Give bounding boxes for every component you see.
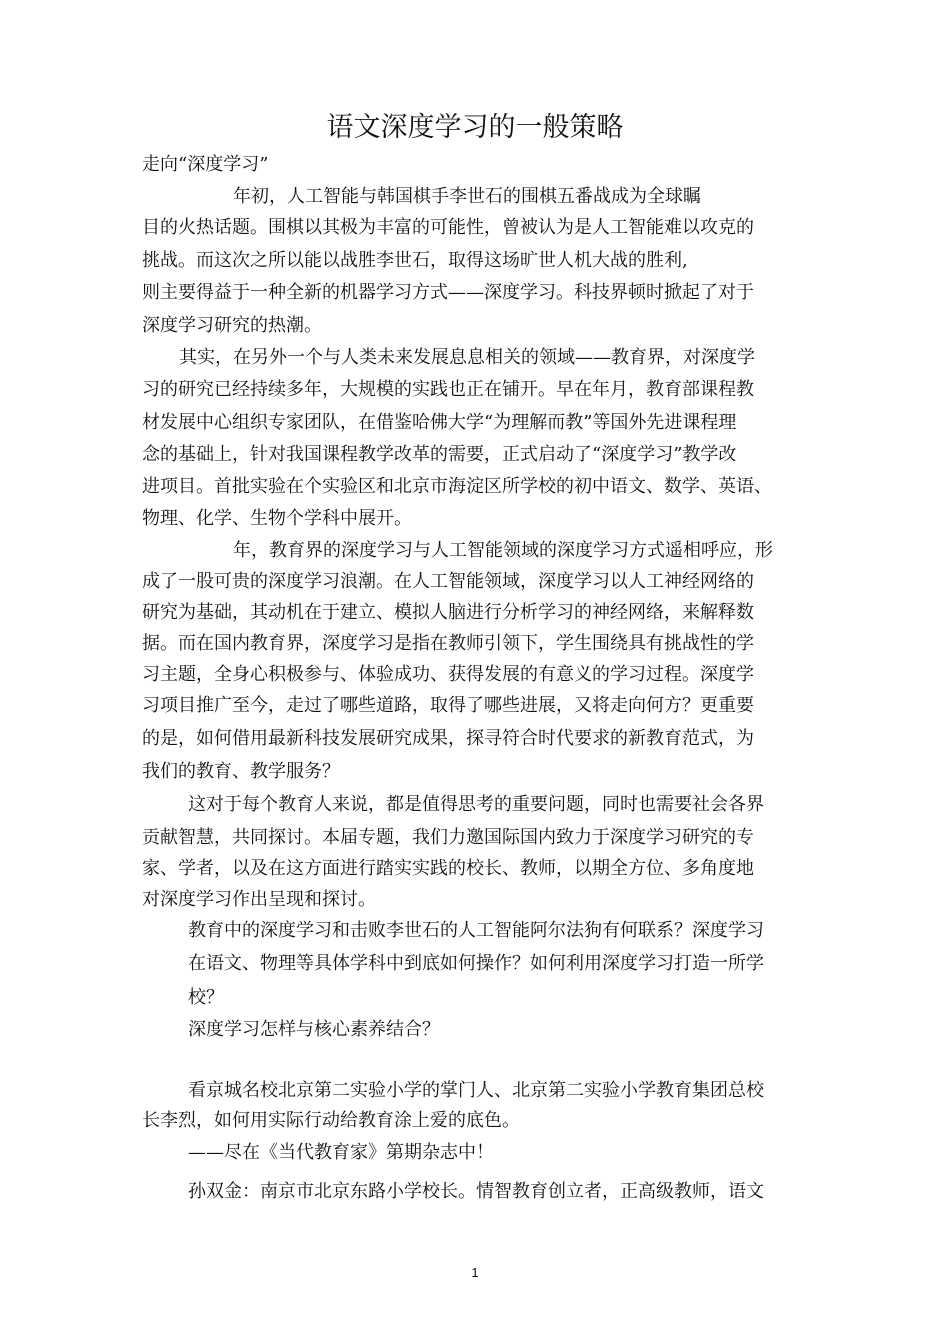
text-line: 物理、化学、生物个学科中展开。: [142, 508, 412, 529]
text-line: 看京城名校北京第二实验小学的掌门人、北京第二实验小学教育集团总校: [188, 1080, 764, 1101]
text-line: 材发展中心组织专家团队，在借鉴哈佛大学“为理解而教”等国外先进课程理: [142, 412, 737, 433]
text-line: 深度学习怎样与核心素养结合？: [188, 1019, 440, 1040]
text-line: 贡献智慧，共同探讨。本届专题，我们力邀国际国内致力于深度学习研究的专: [142, 827, 754, 848]
text-line: 孙双金：南京市北京东路小学校长。情智教育创立者，正高级教师，语文: [188, 1181, 764, 1202]
text-line: 研究为基础，其动机在于建立、模拟人脑进行分析学习的神经网络，来解释数: [142, 602, 754, 623]
text-line: 教育中的深度学习和击败李世石的人工智能阿尔法狗有何联系？深度学习: [188, 920, 764, 941]
text-line: 家、学者，以及在这方面进行踏实实践的校长、教师，以期全方位、多角度地: [142, 858, 754, 879]
text-line: 在语文、物理等具体学科中到底如何操作？如何利用深度学习打造一所学: [188, 953, 764, 974]
text-line: 其实，在另外一个与人类未来发展息息相关的领域——教育界，对深度学: [179, 347, 755, 368]
text-line: 则主要得益于一种全新的机器学习方式——深度学习。科技界顿时掀起了对于: [142, 282, 754, 303]
document-title: 语文深度学习的一般策略: [326, 112, 624, 143]
text-line: 我们的教育、教学服务？: [142, 761, 340, 782]
section-heading: 走向“深度学习”: [142, 154, 269, 175]
text-line: 校？: [188, 987, 224, 1008]
page-number: 1: [471, 1265, 479, 1280]
text-line: 据。而在国内教育界，深度学习是指在教师引领下，学生围绕具有挑战性的学: [142, 633, 754, 654]
text-line: 目的火热话题。围棋以其极为丰富的可能性，曾被认为是人工智能难以攻克的: [142, 217, 754, 238]
text-line: 进项目。首批实验在个实验区和北京市海淀区所学校的初中语文、数学、英语、: [142, 476, 772, 497]
text-line: 年初，人工智能与韩国棋手李世石的围棋五番战成为全球瞩: [233, 186, 701, 207]
text-line: 这对于每个教育人来说，都是值得思考的重要问题，同时也需要社会各界: [188, 794, 764, 815]
text-line: 习项目推广至今，走过了哪些道路，取得了哪些进展，又将走向何方？更重要: [142, 695, 754, 716]
text-line: 挑战。而这次之所以能以战胜李世石，取得这场旷世人机大战的胜利,: [142, 250, 688, 271]
text-line: 习主题，全身心积极参与、体验成功、获得发展的有意义的学习过程。深度学: [142, 664, 754, 685]
text-line: 的是，如何借用最新科技发展研究成果，探寻符合时代要求的新教育范式，为: [142, 728, 754, 749]
text-line: 年，教育界的深度学习与人工智能领域的深度学习方式遥相呼应，形: [233, 540, 773, 561]
text-line: 对深度学习作出呈现和探讨。: [142, 889, 376, 910]
text-line: ——尽在《当代教育家》第期杂志中！: [188, 1142, 494, 1163]
text-line: 习的研究已经持续多年，大规模的实践也正在铺开。早在年月，教育部课程教: [142, 379, 754, 400]
text-line: 深度学习研究的热潮。: [142, 315, 322, 336]
text-line: 成了一股可贵的深度学习浪潮。在人工智能领域，深度学习以人工神经网络的: [142, 571, 754, 592]
text-line: 念的基础上，针对我国课程教学改革的需要，正式启动了“深度学习”教学改: [142, 444, 737, 465]
text-line: 长李烈，如何用实际行动给教育涂上爱的底色。: [142, 1110, 520, 1131]
